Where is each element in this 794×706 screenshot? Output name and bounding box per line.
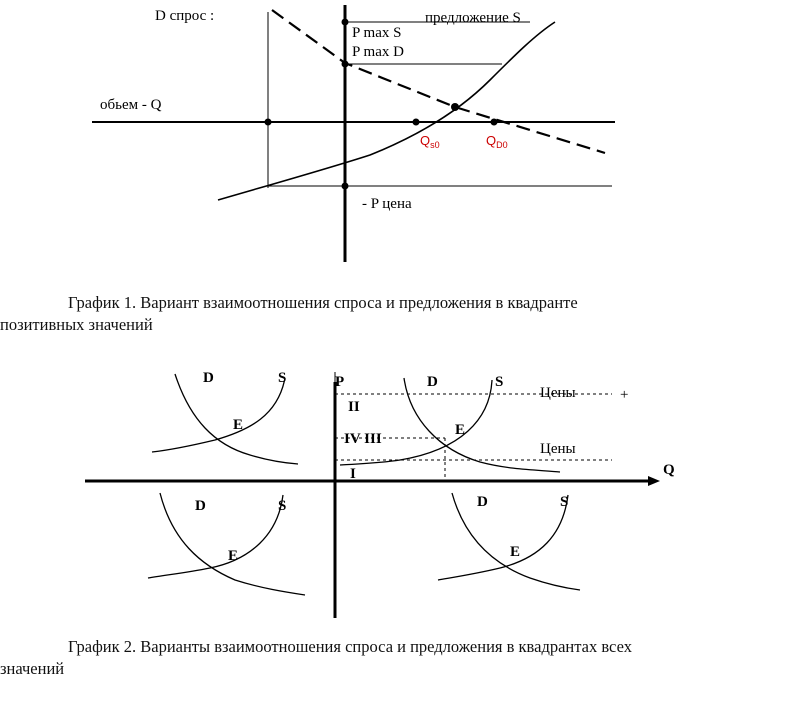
graph1-supply-label: предложение S <box>425 10 521 26</box>
graph2-ceny-top-label: Цены <box>540 385 576 401</box>
graph2-ii-label: II <box>348 399 360 415</box>
graph2-q3-supply <box>148 495 283 578</box>
graph2-q1-s-label: S <box>495 374 504 390</box>
graph1-point-qd0 <box>491 119 498 126</box>
graph1-volume-label: обьем - Q <box>100 97 162 113</box>
graph2-q3-e-label: E <box>228 548 239 564</box>
graph2-ceny-bottom-label: Цены <box>540 441 576 457</box>
graph2-q3-s-label: S <box>278 498 287 514</box>
graph1-point-price <box>342 183 349 190</box>
graph2-q1-demand <box>404 378 560 472</box>
graph2-q1-d-label: D <box>427 374 438 390</box>
graph2-q3-d-label: D <box>195 498 206 514</box>
graph1-point-qs0 <box>413 119 420 126</box>
graph1-point-left <box>265 119 272 126</box>
graph1-point-top <box>342 19 349 26</box>
graph2-q1-supply <box>340 380 492 465</box>
graph2-q4-e-label: E <box>510 544 521 560</box>
graph2-q4-s-label: S <box>560 494 569 510</box>
graph2-q-arrow <box>648 476 660 486</box>
caption-graph1 <box>0 292 794 336</box>
graph1-price-label: - P цена <box>362 196 412 212</box>
caption-graph2-line1: График 2. Варианты взаимоотношения спроса и предложения в квадрантах всех <box>68 637 632 656</box>
graph2-q2-s-label: S <box>278 370 287 386</box>
graph1-pmax-s-label: P max S <box>352 25 402 41</box>
graph2-q4-d-label: D <box>477 494 488 510</box>
graph2-q2-d-label: D <box>203 370 214 386</box>
caption-graph1-line2: позитивных значений <box>0 315 153 334</box>
graph2-q1-e-label: E <box>455 422 466 438</box>
caption-graph2 <box>0 636 794 680</box>
graph2-p-label: P <box>335 374 345 390</box>
graph2-q2-supply <box>152 378 285 452</box>
graph1-demand-label: D спрос : <box>155 8 215 24</box>
graph1-point-pmax-d <box>342 61 349 68</box>
graph2-q2-e-label: E <box>233 417 244 433</box>
graph1-demand-curve <box>272 10 605 153</box>
graph2-i-label: I <box>350 466 356 482</box>
graph2 <box>85 370 675 618</box>
graph1 <box>92 5 615 262</box>
caption-graph2-line2: значений <box>0 659 65 678</box>
graph2-q-label: Q <box>663 462 675 478</box>
graph1-qd0-label: $Q_{D0}$ <box>486 133 508 150</box>
graph1-point-equilibrium <box>451 103 459 111</box>
caption-graph1-line1: График 1. Вариант взаимоотношения спроса и предложения в квадранте <box>68 293 578 312</box>
graph1-qs0-label: $Q_{s0}$ <box>420 133 440 150</box>
graph2-iv-iii-label: IV III <box>344 431 382 447</box>
graph2-plus-label: + <box>620 387 629 403</box>
graph1-pmax-d-label: P max D <box>352 44 404 60</box>
